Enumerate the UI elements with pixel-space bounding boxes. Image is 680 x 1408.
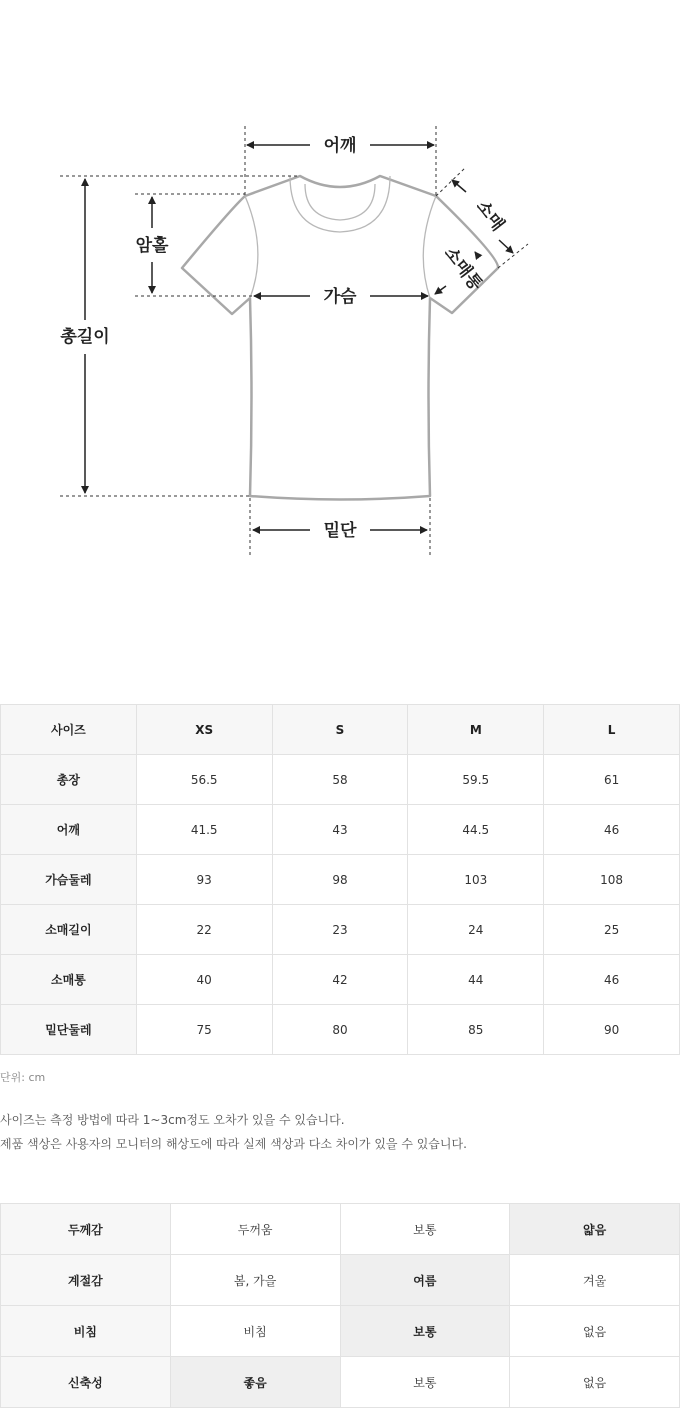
total-length-label: 총길이 <box>60 327 110 347</box>
table-cell: 22 <box>136 905 272 955</box>
row-label: 소매통 <box>1 955 137 1005</box>
option-cell: 없음 <box>510 1357 680 1408</box>
table-cell: 42 <box>272 955 408 1005</box>
table-cell: 41.5 <box>136 805 272 855</box>
table-row <box>1 955 680 1005</box>
right-armhole-seam <box>423 196 436 298</box>
size-table <box>0 704 680 1055</box>
table-row <box>1 905 680 955</box>
notes <box>0 1108 467 1156</box>
table-cell: 103 <box>408 855 544 905</box>
chest-label: 가슴 <box>323 287 357 307</box>
left-armhole-seam <box>245 196 258 298</box>
table-cell: 44 <box>408 955 544 1005</box>
row-label: 총장 <box>1 755 137 805</box>
option-cell-selected: 얇음 <box>510 1204 680 1255</box>
table-cell: 93 <box>136 855 272 905</box>
option-cell: 비침 <box>170 1306 340 1357</box>
measurement-arrows <box>85 145 513 530</box>
guide-lines <box>60 126 528 556</box>
shoulder-label: 어깨 <box>323 136 357 156</box>
table-row <box>1 1306 680 1357</box>
option-cell: 보통 <box>340 1204 510 1255</box>
table-cell: 98 <box>272 855 408 905</box>
option-cell: 봄, 가을 <box>170 1255 340 1306</box>
sleeve-width-label: 소매통 <box>439 243 486 295</box>
table-row <box>1 805 680 855</box>
note-line: 사이즈는 측정 방법에 따라 1~3cm정도 오차가 있을 수 있습니다. <box>0 1113 345 1127</box>
table-cell: 108 <box>544 855 680 905</box>
row-label: 소매길이 <box>1 905 137 955</box>
option-cell-selected: 좋음 <box>170 1357 340 1408</box>
header-cell: 사이즈 <box>1 705 137 755</box>
unit-note: 단위: cm <box>0 1071 46 1084</box>
tshirt-outline <box>182 176 498 500</box>
option-cell: 없음 <box>510 1306 680 1357</box>
header-cell: M <box>408 705 544 755</box>
attribute-table <box>0 1203 680 1408</box>
row-label: 비침 <box>1 1306 171 1357</box>
size-table-header <box>1 705 680 755</box>
table-cell: 46 <box>544 805 680 855</box>
table-cell: 23 <box>272 905 408 955</box>
table-cell: 24 <box>408 905 544 955</box>
table-cell: 58 <box>272 755 408 805</box>
table-cell: 61 <box>544 755 680 805</box>
table-cell: 46 <box>544 955 680 1005</box>
armhole-label: 암홀 <box>135 236 169 256</box>
table-cell: 80 <box>272 1005 408 1055</box>
tshirt-measurement-diagram <box>0 0 680 600</box>
option-cell: 두꺼움 <box>170 1204 340 1255</box>
table-cell: 44.5 <box>408 805 544 855</box>
table-row <box>1 1204 680 1255</box>
row-label: 밑단둘레 <box>1 1005 137 1055</box>
option-cell-selected: 여름 <box>340 1255 510 1306</box>
table-row <box>1 1005 680 1055</box>
table-row <box>1 855 680 905</box>
row-label: 계절감 <box>1 1255 171 1306</box>
table-cell: 56.5 <box>136 755 272 805</box>
table-cell: 25 <box>544 905 680 955</box>
row-label: 신축성 <box>1 1357 171 1408</box>
note-line: 제품 색상은 사용자의 모니터의 해상도에 따라 실제 색상과 다소 차이가 있을 수 있습니다. <box>0 1137 467 1151</box>
table-cell: 75 <box>136 1005 272 1055</box>
hem-label: 밑단 <box>323 521 357 541</box>
table-cell: 85 <box>408 1005 544 1055</box>
table-cell: 43 <box>272 805 408 855</box>
table-cell: 40 <box>136 955 272 1005</box>
option-cell: 겨울 <box>510 1255 680 1306</box>
option-cell-selected: 보통 <box>340 1306 510 1357</box>
option-cell: 보통 <box>340 1357 510 1408</box>
table-row <box>1 755 680 805</box>
neckline-inner <box>305 184 375 220</box>
table-row <box>1 1255 680 1306</box>
row-label: 두께감 <box>1 1204 171 1255</box>
header-cell: S <box>272 705 408 755</box>
table-cell: 59.5 <box>408 755 544 805</box>
sleeve-length-label: 소매 <box>471 196 508 236</box>
header-cell: XS <box>136 705 272 755</box>
row-label: 가슴둘레 <box>1 855 137 905</box>
table-row <box>1 1357 680 1408</box>
header-cell: L <box>544 705 680 755</box>
table-cell: 90 <box>544 1005 680 1055</box>
row-label: 어깨 <box>1 805 137 855</box>
